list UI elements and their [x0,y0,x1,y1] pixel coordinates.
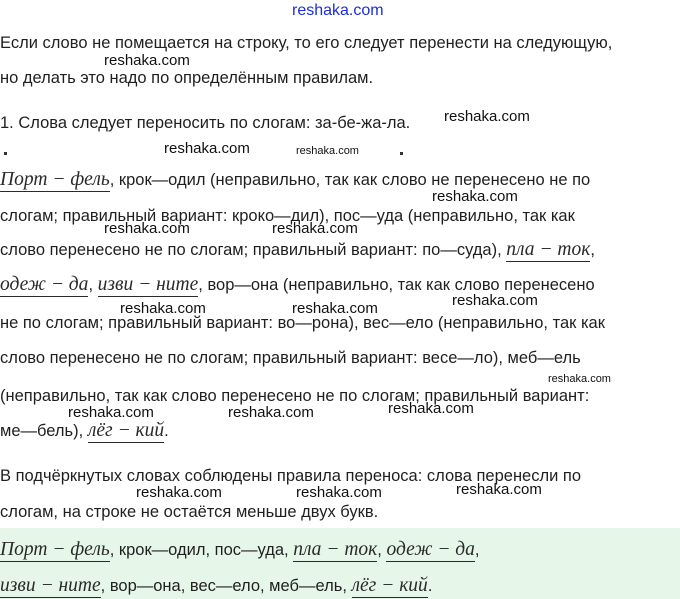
watermark: reshaka.com [456,481,542,498]
intro-line-1: Если слово не помещается на строку, то его следует перенести на следующую, [0,34,613,52]
example-line-2: слогам; правильный вариант: кроко—дил), пос—уда (неправильно, так как [0,207,575,225]
watermark: reshaka.com [136,484,222,501]
watermark: reshaka.com [272,220,358,237]
site-watermark-top: reshaka.com [292,2,384,19]
watermark: reshaka.com [164,140,250,157]
watermark: reshaka.com [388,400,474,417]
word-izvi-nite: изви − ните [97,274,199,295]
example-line-8: ме—бель), лёг − кий. [0,420,169,441]
rule-line: 1. Слова следует переносить по слогам: за-бе-жа-ла. [0,114,411,132]
intro-line-2: но делать это надо по определённым правилам. [0,69,374,87]
conclusion-line-1: В подчёркнутых словах соблюдены правила переноса: слова перенесли по [0,467,582,485]
answer-word-izvi-nite: изви − ните [0,575,101,596]
example-line-6: слово перенесено не по слогам; правильный вариант: весе—ло), меб—ель [0,349,581,367]
watermark: reshaka.com [120,300,206,317]
word-leg-kiy: лёг − кий [87,420,165,441]
answer-line-2: изви − ните, вор—она, вес—ело, меб—ель, лёг − кий. [0,575,433,596]
cut-mark-right [400,152,403,155]
example-line-4: одеж − да, изви − ните, вор—она (неправильно, так как слово перенесено [0,274,595,295]
watermark: reshaka.com [68,404,154,421]
example-line-3: слово перенесено не по слогам; правильный вариант: по—суда), пла − ток, [0,239,595,260]
answer-word-port-fel: Порт − фель [0,539,110,560]
word-port-fel: Порт − фель [0,169,110,190]
watermark: reshaka.com [432,188,518,205]
answer-word-pla-tok: пла − ток [293,539,378,560]
word-odezh-da: одеж − да [0,274,89,295]
watermark: reshaka.com [296,484,382,501]
watermark: reshaka.com [444,108,530,125]
answer-line-1: Порт − фель, крок—одил, пос—уда, пла − ток, одеж − да, [0,539,480,560]
conclusion-line-2: слогам, на строке не остаётся меньше двух букв. [0,503,379,521]
watermark: reshaka.com [104,220,190,237]
answer-word-odezh-da: одеж − да [386,539,475,560]
answer-word-leg-kiy: лёг − кий [351,575,428,596]
word-pla-tok: пла − ток [506,239,591,260]
watermark: reshaka.com [452,292,538,309]
watermark: reshaka.com [228,404,314,421]
watermark: reshaka.com [296,145,359,157]
example-line-1: Порт − фель, крок—одил (неправильно, так как слово не перенесено не по [0,169,591,190]
example-line-7: (неправильно, так как слово перенесено не по слогам; правильный вариант: [0,387,590,405]
watermark: reshaka.com [292,300,378,317]
example-line-5: не по слогам; правильный вариант: во—рона), вес—ело (неправильно, так как [0,314,605,332]
watermark: reshaka.com [548,373,611,385]
watermark: reshaka.com [104,52,190,69]
cut-mark-left [4,152,7,155]
